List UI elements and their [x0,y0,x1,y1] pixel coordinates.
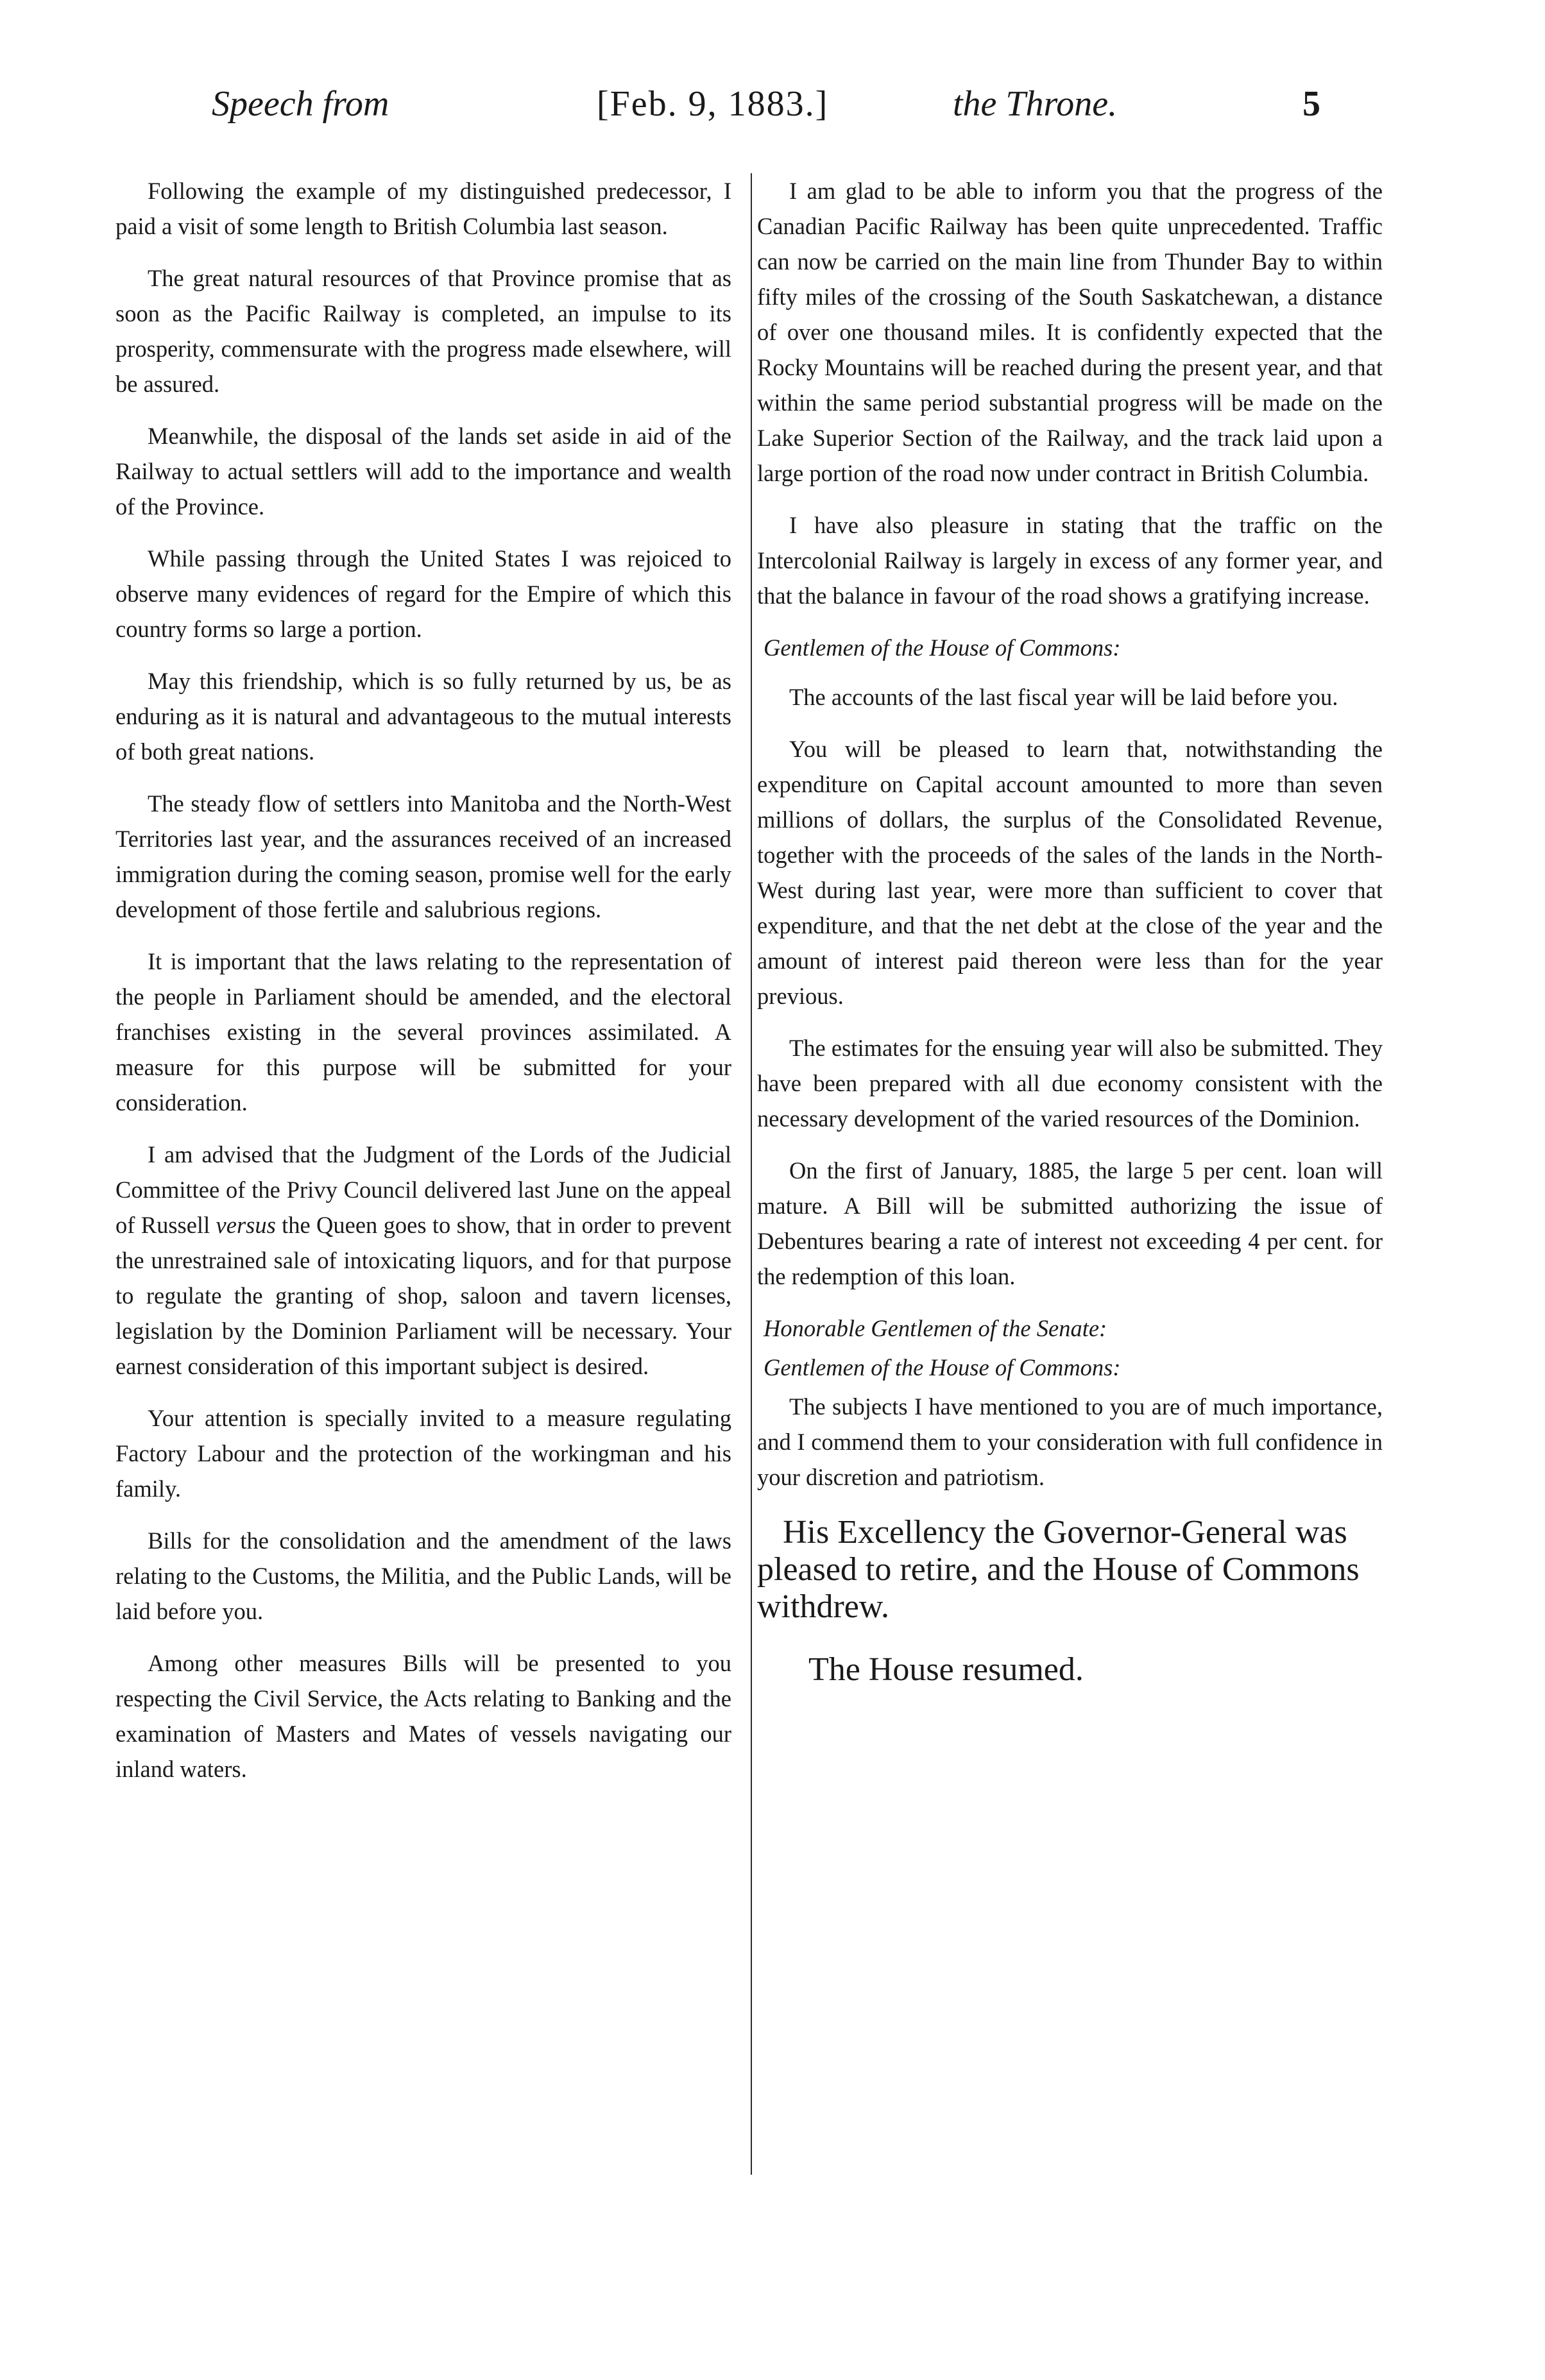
paragraph: The estimates for the ensuing year will also be submitted. They have been prepared with all due economy consistent with the necessary development of the varied resources of the Dominion. [757,1035,1383,1132]
page-number: 5 [1302,84,1320,124]
closing-statement: His Excellency the Governor-General was pleased to retire, and the House of Commons withdrew. [757,1514,1360,1625]
paragraph: Meanwhile, the disposal of the lands set aside in aid of the Railway to actual settlers will add to the importance and wealth of the Province. [115,423,731,520]
paragraph: While passing through the United States I was rejoiced to observe many evidences of regard for the Empire of which this country forms so large a portion. [115,545,731,642]
paragraph: On the first of January, 1885, the large 5 per cent. loan will mature. A Bill will be submitted authorizing the issue of Debentures bearing a rate of interest not exceeding 4 per cent. for the redemption of this loan. [757,1157,1383,1289]
running-head-left: Speech from [212,84,389,124]
paragraph: Your attention is specially invited to a measure regulating Factory Labour and the protection of the workingman and his family. [115,1405,731,1502]
paragraph: I have also pleasure in stating that the traffic on the Intercolonial Railway is largely in excess of any former year, and that the balance in favour of the road shows a gratifying increase. [757,512,1383,609]
paragraph: The subjects I have mentioned to you are of much importance, and I commend them to your consideration with full confidence in your discretion and patriotism. [757,1393,1383,1490]
left-column [115,173,731,1803]
paragraph: You will be pleased to learn that, notwithstanding the expenditure on Capital account amounted to more than seven millions of dollars, the surplus of the Consolidated Revenue, together with the proceeds of the sales of the lands in the North-West during last year, were more than sufficient to cover that expenditure, and that the net debt at the close of the year and the amount of interest paid thereon were less than for the year previous. [757,736,1383,1009]
paragraph: The steady flow of settlers into Manitoba and the North-West Territories last year, and the assurances received of an increased immigration during the coming season, promise well for the early development of those fertile and salubrious regions. [115,790,731,922]
paragraph-russell [115,1137,731,1384]
running-head-right: the Throne. [953,84,1118,124]
right-column [757,173,1383,1714]
house-resumed: The House resumed. [808,1651,1084,1688]
section-heading: Honorable Gentlemen of the Senate: [764,1315,1107,1341]
paragraph: The great natural resources of that Province promise that as soon as the Pacific Railway is completed, an impulse to its prosperity, commensurate with the progress made elsewhere, will be assured. [115,265,731,397]
section-heading: Gentlemen of the House of Commons: [764,1354,1121,1381]
paragraph: Among other measures Bills will be presented to you respecting the Civil Service, the Acts relating to Banking and the examination of Masters and Mates of vessels navigating our inland waters. [115,1650,731,1782]
paragraph-text: the Queen goes to show, that in order to prevent the unrestrained sale of intoxicating liquors, and for that purpose to regulate the granting of shop, saloon and tavern licenses, legislation by the Dominion Parliament will be necessary. Your earnest consideration of this important subject is desired. [115,1212,731,1379]
paragraph: I am glad to be able to inform you that the progress of the Canadian Pacific Railway has been quite unprecedented. Traffic can now be carried on the main line from Thunder Bay to within fifty miles of the crossing of the South Saskatchewan, a distance of over one thousand miles. It is confidently expected that the Rocky Mountains will be reached during the present year, and that within the same period substantial progress will be made on the Lake Superior Section of the Railway, and the track laid upon a large portion of the road now under contract in British Columbia. [757,178,1383,486]
paragraph: Following the example of my distinguished predecessor, I paid a visit of some length to British Columbia last season. [115,178,731,239]
column-divider [751,173,752,2175]
section-heading: Gentlemen of the House of Commons: [764,634,1121,661]
running-head-date: [Feb. 9, 1883.] [597,84,829,124]
paragraph: The accounts of the last fiscal year will be laid before you. [789,684,1338,710]
paragraph: Bills for the consolidation and the amendment of the laws relating to the Customs, the Militia, and the Public Lands, will be laid before you. [115,1527,731,1624]
paragraph: It is important that the laws relating to the representation of the people in Parliament should be amended, and the electoral franchises existing in the several provinces assimilated. A measure for this purpose will be submitted for your consideration. [115,948,731,1116]
paragraph: May this friendship, which is so fully returned by us, be as enduring as it is natural and advantageous to the mutual interests of both great nations. [115,668,731,765]
paragraph-text: I am advised that the Judgment of the Lords of the Judicial Committee of the Privy Council delivered last June on the appeal of Russell [115,1141,731,1238]
versus-italic: versus [216,1212,276,1238]
running-head [212,83,1399,141]
